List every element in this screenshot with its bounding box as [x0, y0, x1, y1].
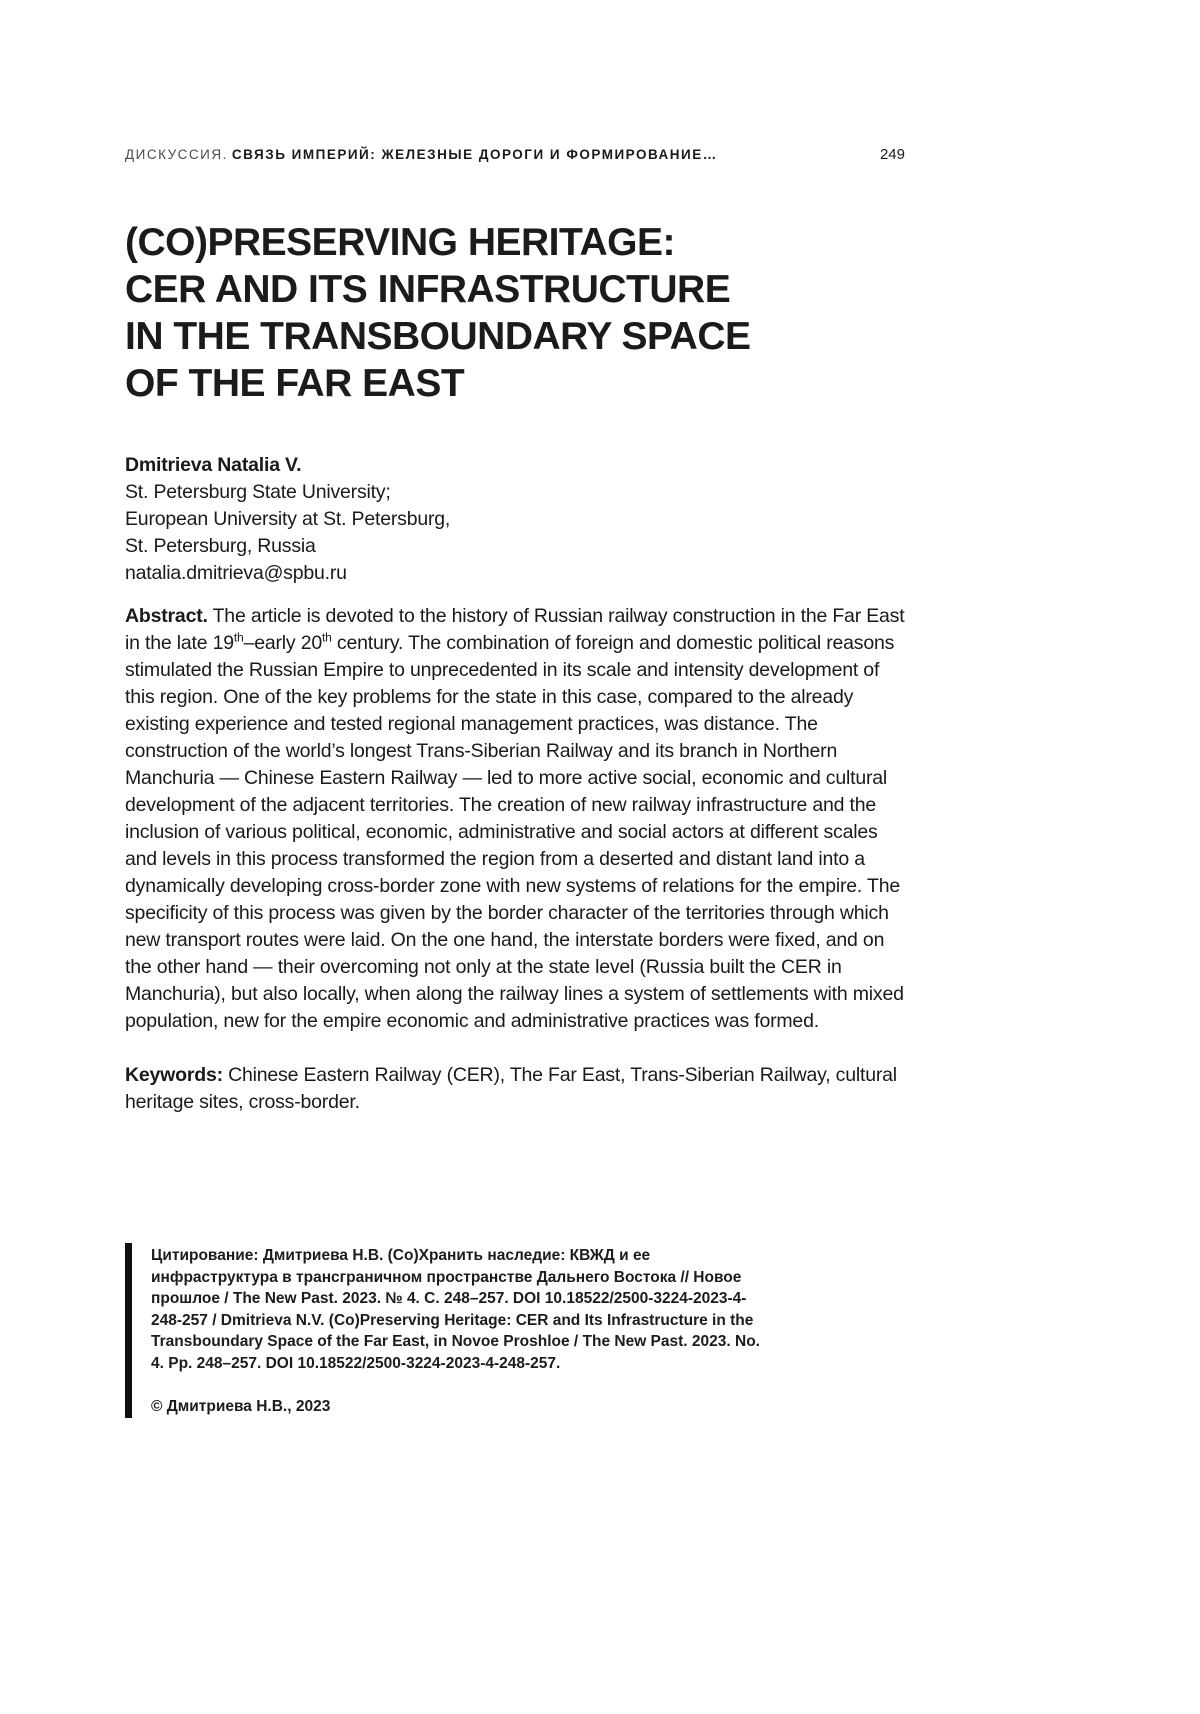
- page-content: [125, 0, 905, 1415]
- running-head-text: [125, 147, 718, 162]
- citation-block: [125, 1243, 769, 1418]
- author-affiliation: European University at St. Petersburg,: [125, 508, 451, 530]
- author-name: Dmitrieva Natalia V.: [125, 454, 302, 476]
- citation-text: Цитирование: Дмитриева Н.В. (Со)Хранить наследие: КВЖД и ее инфраструктура в трансграничном пространстве Дальнего Востока // Новое прошлое / The New Past. 2023. № 4. С. 248–257. DOI 10.18522/2500-3224-2023-4-248-257 / Dmitrieva N.V. (Co)Preserving Heritage: CER and Its Infrastructure in the Transboundary Space of the Far East, in Novoe Proshloe / The New Past. 2023. No. 4. Pp. 248–257. DOI 10.18522/2500-3224-2023-4-248-257.: [151, 1247, 760, 1372]
- title-line: (CO)PRESERVING HERITAGE:: [125, 221, 675, 264]
- title-line: IN THE TRANSBOUNDARY SPACE: [125, 315, 751, 358]
- title-line: CER AND ITS INFRASTRUCTURE: [125, 268, 731, 311]
- author-affiliation: St. Petersburg, Russia: [125, 535, 316, 557]
- running-head: [125, 146, 905, 163]
- running-head-section: ДИСКУССИЯ.: [125, 147, 228, 162]
- running-head-title: СВЯЗЬ ИМПЕРИЙ: ЖЕЛЕЗНЫЕ ДОРОГИ И ФОРМИРОВАНИЕ…: [231, 147, 718, 162]
- abstract-text: The article is devoted to the history of Russian railway construction in the Far East in the late 19th–early 20th century. The combination of foreign and domestic political reasons stimulated the Russian Empire to unprecedented in its scale and intensity development of this region. One of the key problems for the state in this case, compared to the already existing experience and tested regional management practices, was distance. The construction of the world’s longest Trans-Siberian Railway and its branch in Northern Manchuria — Chinese Eastern Railway — led to more active social, economic and cultural development of the adjacent territories. The creation of new railway infrastructure and the inclusion of various political, economic, administrative and social actors at different scales and levels in this process transformed the region from a deserted and distant land into a dynamically developing cross-border zone with new systems of relations for the empire. The specificity of this process was given by the border character of the territories through which new transport routes were laid. On the one hand, the interstate borders were fixed, and on the other hand — their overcoming not only at the state level (Russia built the CER in Manchuria), but also locally, when along the railway lines a system of settlements with mixed population, new for the empire economic and administrative practices was formed.: [125, 605, 905, 1032]
- abstract-label: Abstract.: [125, 605, 208, 627]
- author-affiliation: St. Petersburg State University;: [125, 481, 391, 503]
- copyright-note: © Дмитриева Н.В., 2023: [151, 1398, 331, 1415]
- title-line: OF THE FAR EAST: [125, 362, 465, 405]
- keywords-text: Chinese Eastern Railway (CER), The Far East, Trans-Siberian Railway, cultural heritage sites, cross-border.: [125, 1064, 897, 1113]
- page-number: 249: [879, 146, 905, 163]
- author-email: natalia.dmitrieva@spbu.ru: [125, 562, 347, 584]
- abstract-paragraph: [125, 603, 905, 1035]
- keywords-paragraph: [125, 1062, 905, 1116]
- author-block: [125, 452, 905, 587]
- article-title: [125, 219, 905, 407]
- keywords-label: Keywords:: [125, 1064, 223, 1086]
